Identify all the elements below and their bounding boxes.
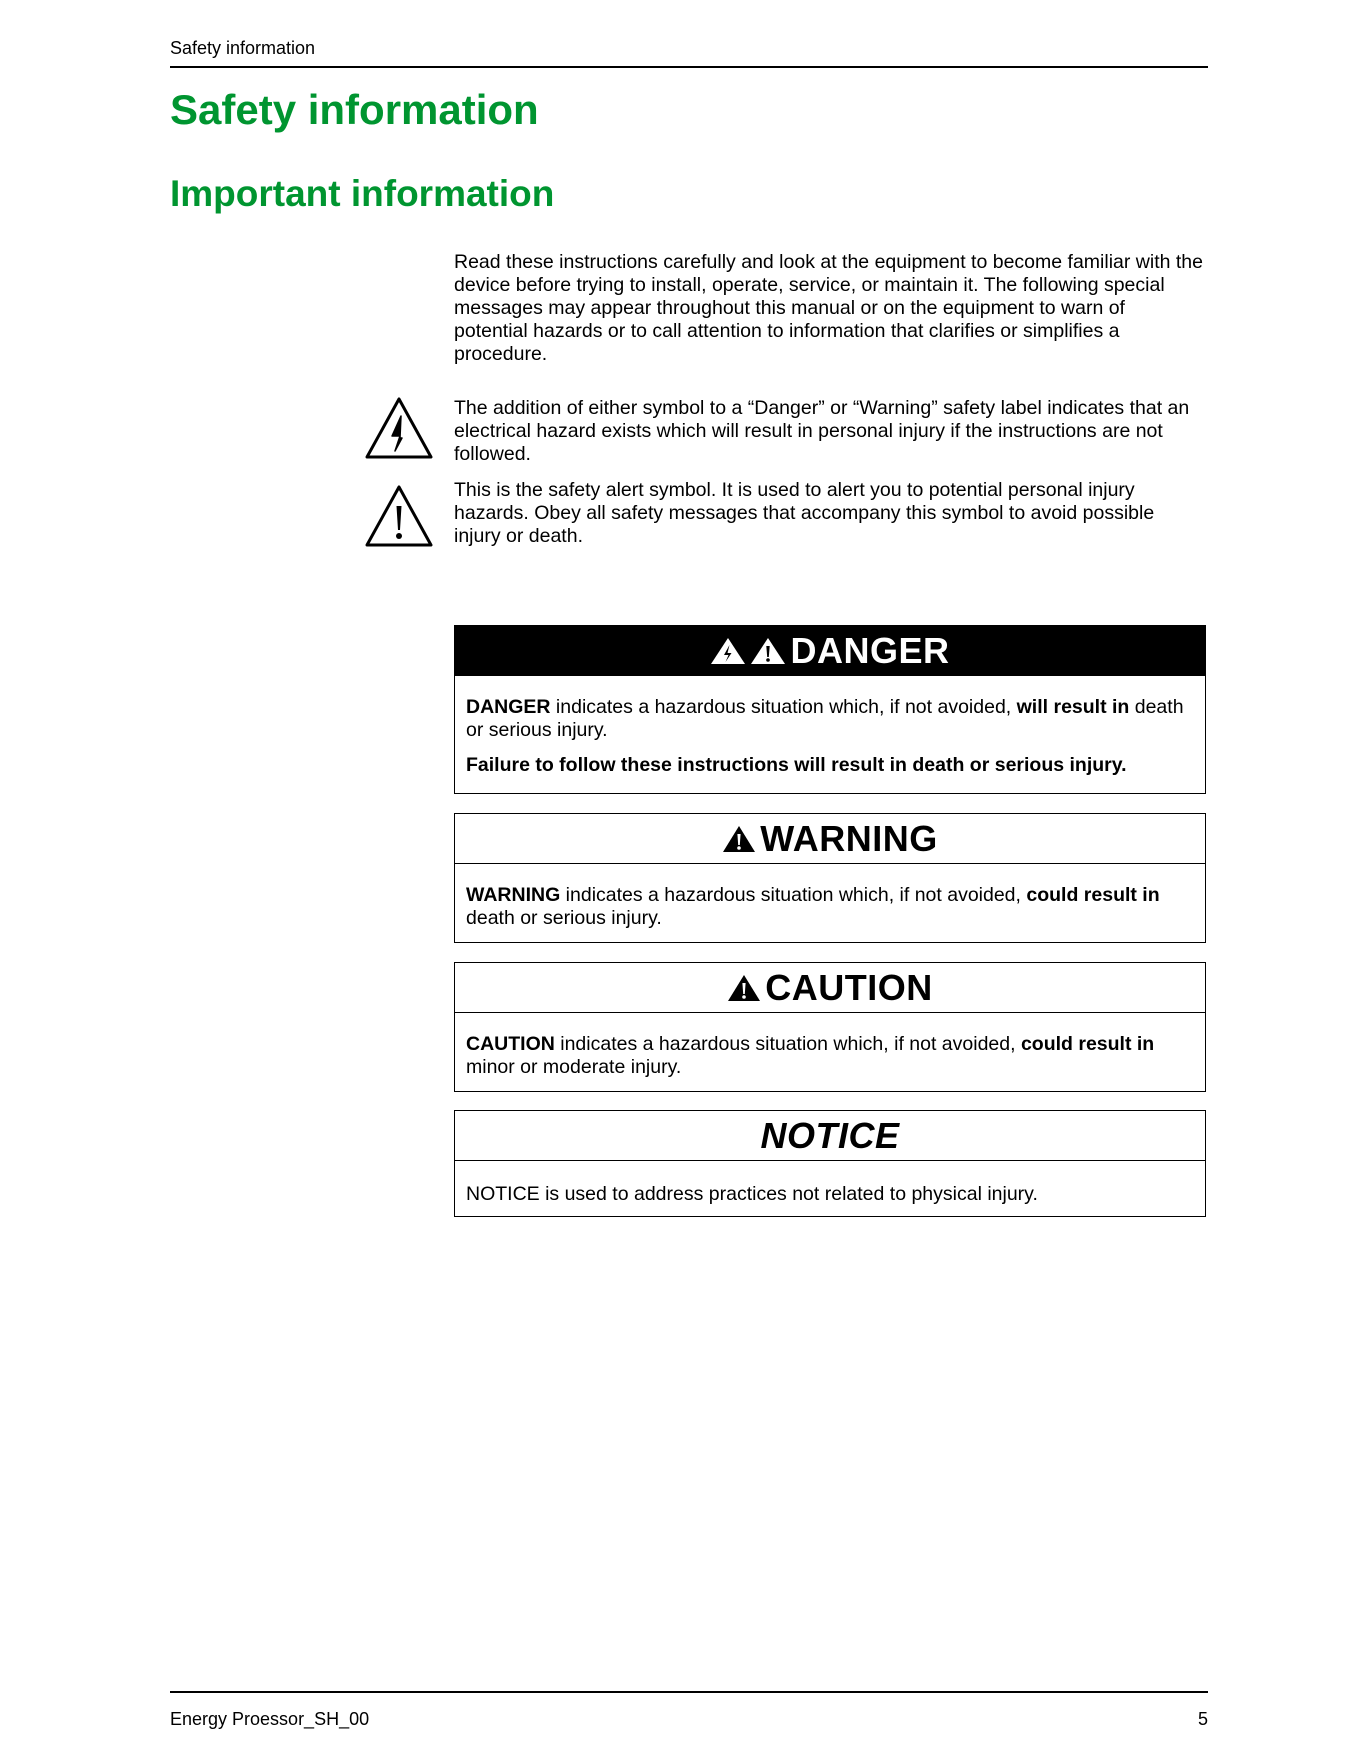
safety-alert-icon <box>722 825 756 853</box>
warning-description: WARNING indicates a hazardous situation which, if not avoided, could result in death or serious injury. <box>466 884 1160 929</box>
warning-title: WARNING <box>760 817 938 859</box>
electrical-symbol-text: The addition of either symbol to a “Danger” or “Warning” safety label indicates that an electrical hazard exists which will result in personal injury if the instructions are not followed. <box>454 397 1190 465</box>
page-title: Safety information <box>170 86 539 133</box>
section-title: Important information <box>170 173 555 214</box>
electrical-hazard-icon <box>364 396 434 460</box>
warning-body <box>455 864 1205 940</box>
notice-body <box>455 1161 1205 1216</box>
electrical-hazard-icon <box>710 637 746 665</box>
notice-header <box>455 1111 1205 1161</box>
safety-alert-icon <box>364 484 434 548</box>
safety-alert-icon <box>750 637 786 665</box>
page-number: 5 <box>1197 1709 1208 1729</box>
caution-header <box>455 963 1205 1013</box>
caution-description: CAUTION indicates a hazardous situation which, if not avoided, could result in minor or moderate injury. <box>466 1033 1155 1078</box>
warning-box <box>454 813 1206 943</box>
caution-box <box>454 962 1206 1092</box>
intro-paragraph: Read these instructions carefully and look at the equipment to become familiar with the device before trying to install, operate, service, or maintain it. The following special messages may appear throughout this manual or on the equipment to warn of potential hazards or to call attention to information that clarifies or simplifies a procedure. <box>454 251 1203 365</box>
caution-term: CAUTION <box>466 1033 555 1055</box>
danger-description: DANGER indicates a hazardous situation which, if not avoided, will result in death or serious injury. <box>466 696 1184 741</box>
caution-title: CAUTION <box>765 966 933 1008</box>
safety-alert-icon <box>727 974 761 1002</box>
danger-title: DANGER <box>790 629 950 671</box>
danger-failure-statement: Failure to follow these instructions will result in death or serious injury. <box>466 754 1127 776</box>
document-name: Energy Proessor_SH_00 <box>170 1709 370 1729</box>
notice-title: NOTICE <box>760 1114 900 1156</box>
danger-header <box>455 626 1205 676</box>
warning-header <box>455 814 1205 864</box>
safety-alert-symbol-text: This is the safety alert symbol. It is used to alert you to potential personal injury hazards. Obey all safety messages that accompany this symbol to avoid possible injury or death. <box>454 479 1155 547</box>
warning-term: WARNING <box>466 884 561 906</box>
notice-description: NOTICE is used to address practices not related to physical injury. <box>466 1183 1038 1205</box>
running-title: Safety information <box>170 38 316 58</box>
notice-box <box>454 1110 1206 1217</box>
danger-body <box>455 676 1205 787</box>
danger-term: DANGER <box>466 696 551 718</box>
caution-body <box>455 1013 1205 1089</box>
page-header <box>170 36 1208 68</box>
danger-box <box>454 625 1206 794</box>
page-footer <box>170 1691 1208 1733</box>
